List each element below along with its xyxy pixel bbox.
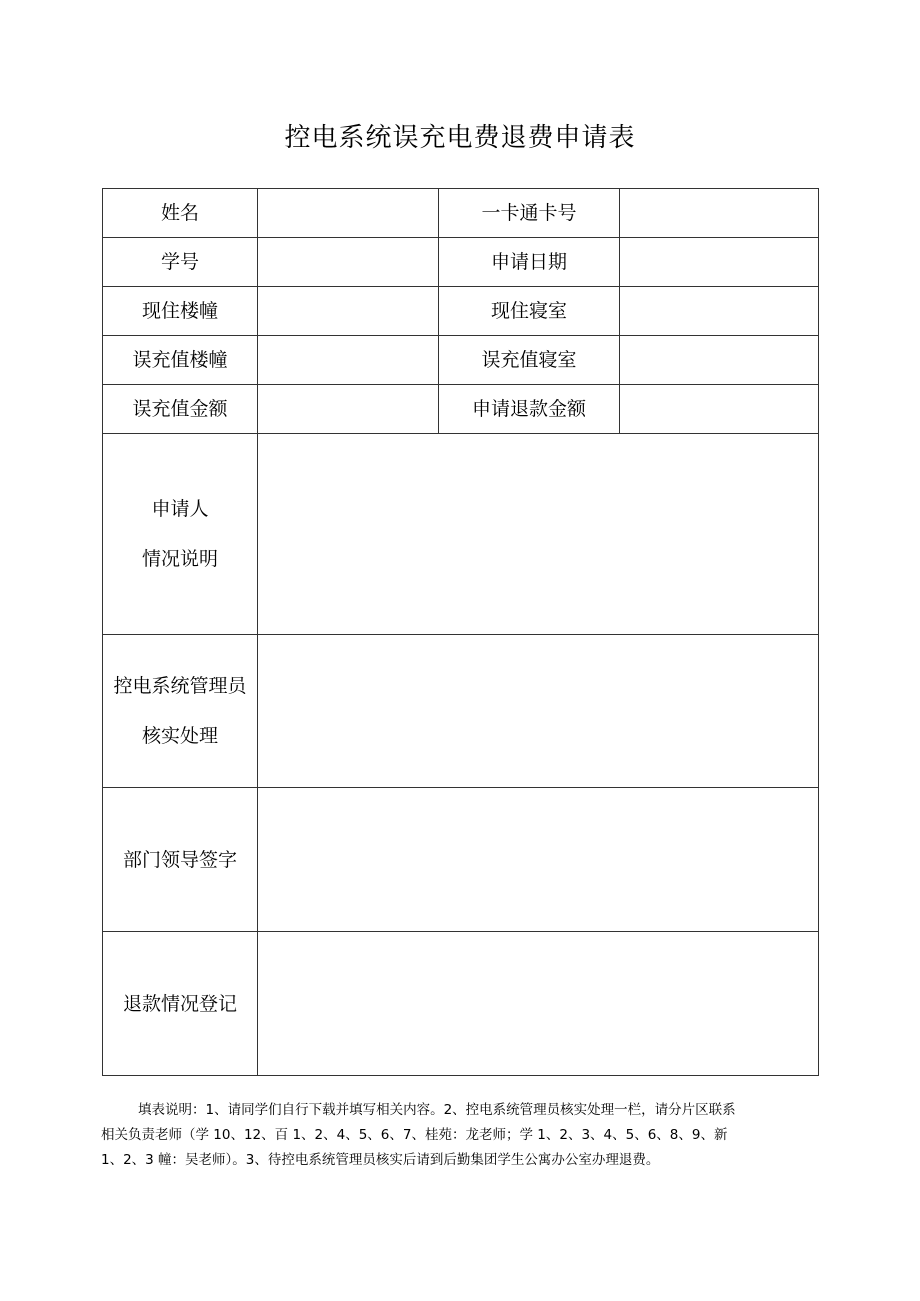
table-row [103,287,819,336]
wrong-room-label: 误充值寝室 [439,336,620,385]
table-row [103,385,819,434]
applicant-label-line1: 申请人 [151,498,209,520]
admin-label-line1: 控电系统管理员 [113,675,247,697]
table-row [103,434,819,635]
applicant-statement-label [103,434,258,635]
refund-amount-field[interactable] [620,385,819,434]
table-row [103,336,819,385]
card-number-field[interactable] [620,189,819,238]
applicant-label-line2: 情况说明 [141,548,218,570]
wrong-amount-field[interactable] [258,385,439,434]
admin-verify-field[interactable] [258,635,819,788]
table-row [103,788,819,932]
wrong-building-field[interactable] [258,336,439,385]
refund-amount-label: 申请退款金额 [439,385,620,434]
current-room-field[interactable] [620,287,819,336]
leader-signature-label: 部门领导签字 [103,788,258,932]
student-id-field[interactable] [258,238,439,287]
current-building-field[interactable] [258,287,439,336]
refund-application-table [102,188,819,1076]
form-title: 控电系统误充电费退费申请表 [284,123,636,153]
wrong-amount-label: 误充值金额 [103,385,258,434]
card-number-label: 一卡通卡号 [439,189,620,238]
apply-date-field[interactable] [620,238,819,287]
wrong-building-label: 误充值楼幢 [103,336,258,385]
refund-record-field[interactable] [258,932,819,1076]
name-field[interactable] [258,189,439,238]
current-room-label: 现住寝室 [439,287,620,336]
leader-signature-field[interactable] [258,788,819,932]
wrong-room-field[interactable] [620,336,819,385]
table-row [103,238,819,287]
table-row [103,932,819,1076]
instructions-line-1: 填表说明：1、请同学们自行下载并填写相关内容。2、控电系统管理员核实处理一栏，请分片区联系 [138,1102,736,1118]
table-row [103,635,819,788]
admin-verify-label [103,635,258,788]
admin-label-line2: 核实处理 [141,725,218,747]
fill-instructions [101,1098,818,1173]
refund-record-label: 退款情况登记 [103,932,258,1076]
apply-date-label: 申请日期 [439,238,620,287]
name-label: 姓名 [103,189,258,238]
student-id-label: 学号 [103,238,258,287]
instructions-line-2: 相关负责老师（学 10、12、百 1、2、4、5、6、7、桂苑：龙老师；学 1、2、3、4、5、6、8、9、新 [101,1127,728,1143]
current-building-label: 现住楼幢 [103,287,258,336]
applicant-statement-field[interactable] [258,434,819,635]
table-row [103,189,819,238]
instructions-line-3: 1、2、3 幢：吴老师）。3、待控电系统管理员核实后请到后勤集团学生公寓办公室办理退费。 [101,1152,660,1168]
